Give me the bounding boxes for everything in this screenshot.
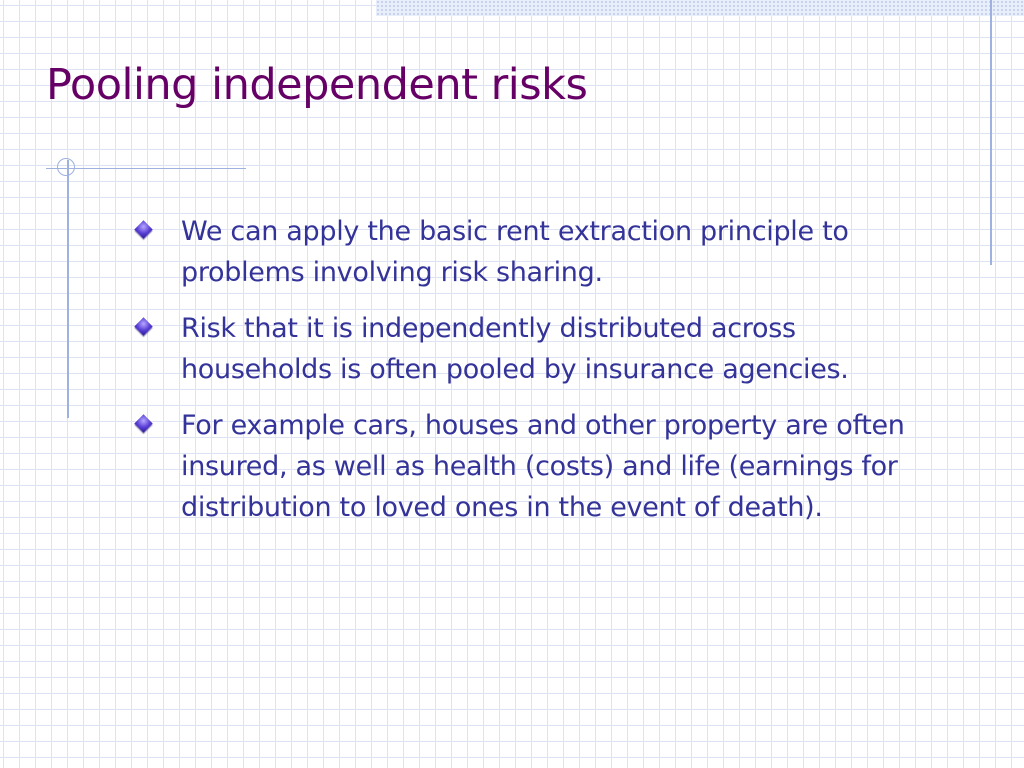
bullet-item (130, 308, 930, 390)
right-vertical-rule (990, 0, 992, 265)
left-vertical-rule (67, 160, 69, 418)
bullet-item (130, 405, 930, 528)
diamond-bullet-icon (134, 220, 152, 238)
crosshair-ring-icon (57, 158, 75, 176)
diamond-bullet-icon (134, 414, 152, 432)
bullet-list (130, 211, 930, 543)
title-underline-rule (46, 168, 246, 169)
top-decorative-band (376, 0, 1024, 16)
bullet-item (130, 211, 930, 293)
bullet-text: Risk that it is independently distributed across households is often pooled by insurance agencies. (181, 313, 849, 385)
bullet-text: For example cars, houses and other property are often insured, as well as health (costs) and life (earnings for distribution to loved ones in the event of death). (181, 410, 905, 523)
bullet-text: We can apply the basic rent extraction principle to problems involving risk sharing. (181, 216, 849, 288)
slide-title: Pooling independent risks (46, 60, 588, 110)
diamond-bullet-icon (134, 317, 152, 335)
